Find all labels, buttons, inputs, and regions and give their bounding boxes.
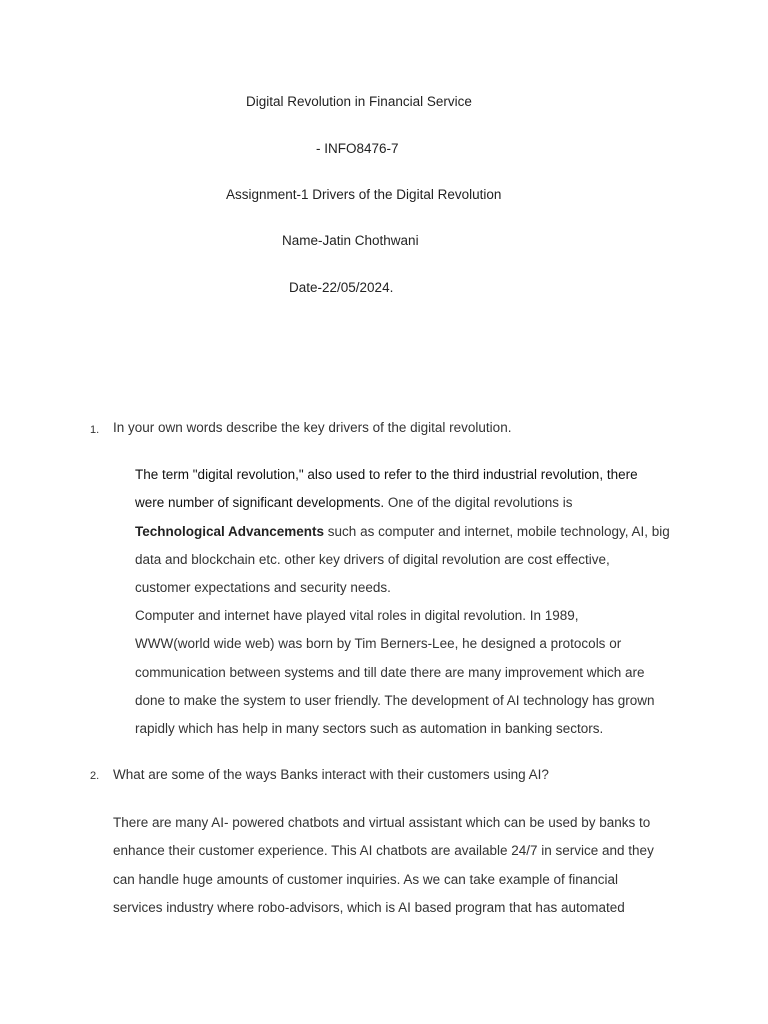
answer-1-line: done to make the system to user friendly. The development of AI technology has grown bbox=[135, 692, 655, 708]
assignment-title: Assignment-1 Drivers of the Digital Revolution bbox=[226, 187, 502, 202]
answer-1-line: customer expectations and security needs. bbox=[135, 580, 391, 596]
question-1-number: 1. bbox=[90, 424, 100, 436]
answer-1-line: were number of significant developments. One of the digital revolutions is bbox=[135, 495, 573, 511]
document-date: Date-22/05/2024. bbox=[289, 280, 394, 295]
answer-2-line: can handle huge amounts of customer inquiries. As we can take example of financial bbox=[113, 871, 619, 887]
answer-2-line: enhance their customer experience. This AI chatbots are available 24/7 in service and they bbox=[113, 843, 654, 859]
answer-1-line: Computer and internet have played vital roles in digital revolution. In 1989, bbox=[135, 608, 579, 623]
answer-1-line: rapidly which has help in many sectors such as automation in banking sectors. bbox=[135, 721, 604, 737]
answer-1-paragraph-2 bbox=[135, 602, 695, 743]
answer-1-line: WWW(world wide web) was born by Tim Berners-Lee, he designed a protocols or bbox=[135, 636, 622, 652]
answer-1-line: data and blockchain etc. other key drivers of digital revolution are cost effective, bbox=[135, 551, 610, 567]
question-2-text: What are some of the ways Banks interact with their customers using AI? bbox=[113, 767, 549, 782]
question-2-number: 2. bbox=[90, 770, 100, 782]
document-title: Digital Revolution in Financial Service bbox=[246, 94, 472, 109]
course-code: - INFO8476-7 bbox=[316, 141, 399, 156]
question-1-text: In your own words describe the key drivers of the digital revolution. bbox=[113, 420, 512, 435]
answer-1-line: communication between systems and till date there are many improvement which are bbox=[135, 664, 645, 680]
answer-1-line: Technological Advancements such as computer and internet, mobile technology, AI, big bbox=[135, 523, 670, 539]
answer-2-paragraph bbox=[113, 809, 693, 922]
answer-2-line: There are many AI- powered chatbots and virtual assistant which can be used by banks to bbox=[113, 815, 651, 830]
author-name: Name-Jatin Chothwani bbox=[282, 233, 419, 248]
bold-term: Technological Advancements bbox=[135, 523, 325, 539]
answer-1-paragraph-1 bbox=[135, 461, 695, 602]
answer-1-line: The term "digital revolution," also used to refer to the third industrial revolution, there bbox=[135, 467, 638, 482]
answer-2-line: services industry where robo-advisors, which is AI based program that has automated bbox=[113, 899, 625, 915]
